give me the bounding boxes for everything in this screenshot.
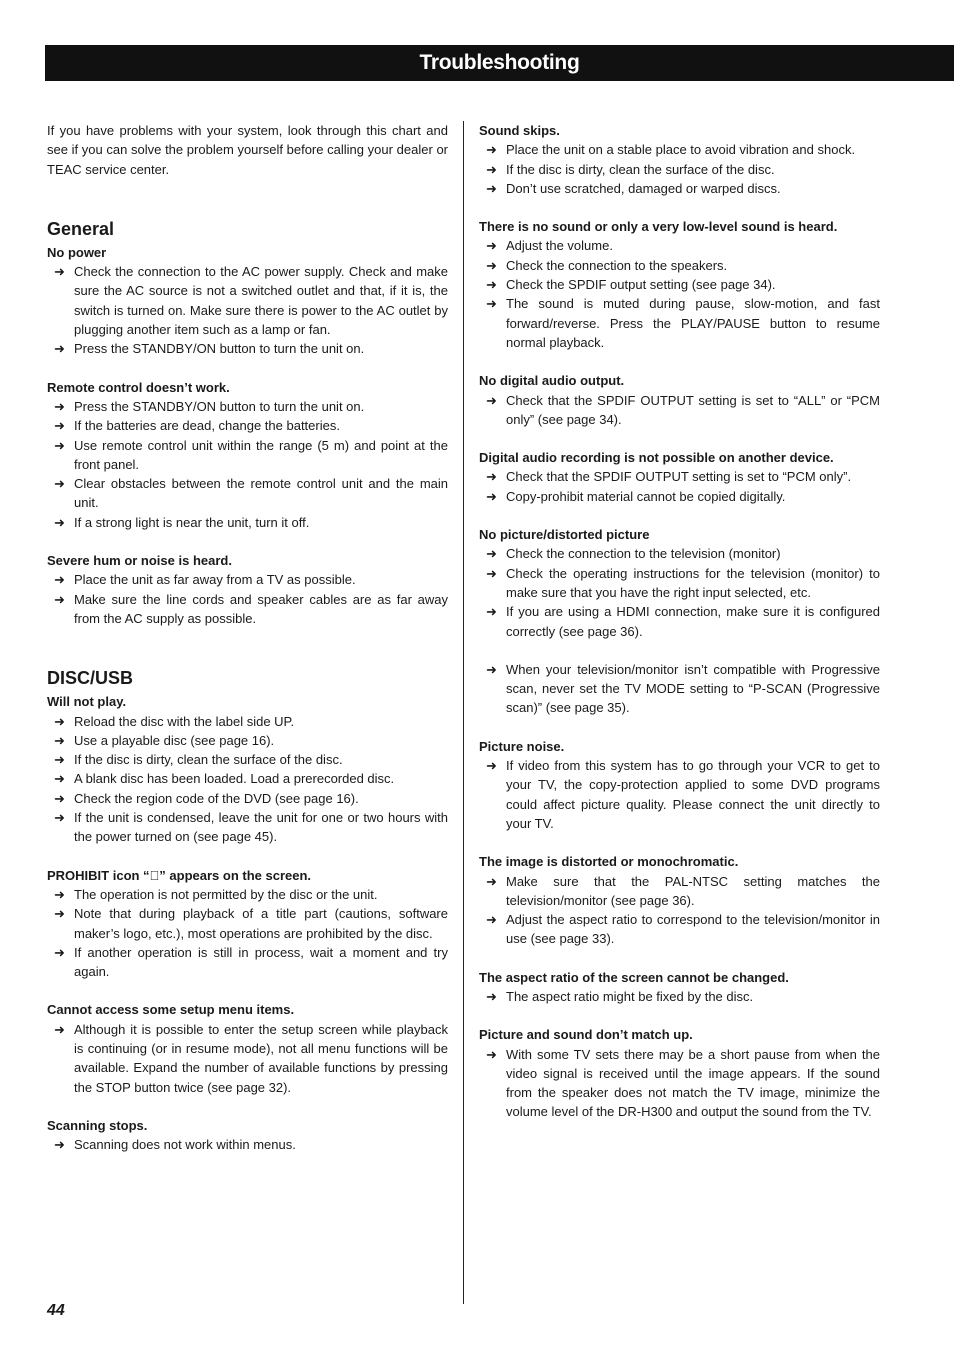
solution-list	[479, 872, 880, 949]
solution-text: If the batteries are dead, change the batteries.	[74, 418, 340, 434]
problem-heading: Digital audio recording is not possible on another device.	[479, 450, 834, 466]
solution-list	[479, 756, 880, 833]
solution-item	[47, 789, 448, 808]
arrow-icon: ➜	[486, 257, 497, 273]
solution-text: If you are using a HDMI connection, make sure it is configured correctly (see page 36).	[506, 604, 880, 639]
left-sections	[47, 217, 448, 1155]
solution-item	[47, 885, 448, 904]
problem-heading: Picture and sound don’t match up.	[479, 1027, 693, 1043]
solution-item	[47, 436, 448, 475]
solution-text: Check the connection to the television (monitor)	[506, 546, 781, 562]
right-column	[479, 121, 880, 1122]
solution-text: Check the region code of the DVD (see page 16).	[74, 790, 359, 806]
solution-text: Check the operating instructions for the television (monitor) to make sure that you have the right input selected, etc.	[506, 565, 880, 600]
solution-item	[479, 391, 880, 430]
arrow-icon: ➜	[486, 565, 497, 581]
solution-item	[479, 910, 880, 949]
problem-heading: Picture noise.	[479, 738, 565, 754]
arrow-icon: ➜	[54, 437, 65, 453]
problem-heading: PROHIBIT icon “⃠” appears on the screen.	[47, 867, 312, 883]
arrow-icon: ➜	[54, 476, 65, 492]
solution-text: Adjust the volume.	[506, 238, 613, 254]
arrow-icon: ➜	[54, 906, 65, 922]
arrow-icon: ➜	[54, 886, 65, 902]
solution-text: Adjust the aspect ratio to correspond to the television/monitor in use (see page 33).	[506, 912, 880, 947]
solution-list	[479, 467, 880, 506]
solution-text: Scanning does not work within menus.	[74, 1137, 296, 1153]
arrow-icon: ➜	[486, 1046, 497, 1062]
problem-heading: Scanning stops.	[47, 1117, 148, 1133]
problem-heading: There is no sound or only a very low-level sound is heard.	[479, 219, 838, 235]
solution-list	[47, 570, 448, 628]
arrow-icon: ➜	[54, 1021, 65, 1037]
arrow-icon: ➜	[486, 873, 497, 889]
solution-text: Check the connection to the speakers.	[506, 257, 728, 273]
page-number: 44	[47, 1302, 65, 1319]
arrow-icon: ➜	[54, 418, 65, 434]
solution-text: Make sure that the PAL-NTSC setting matches the television/monitor (see page 36).	[506, 873, 880, 908]
solution-text: Reload the disc with the label side UP.	[74, 713, 295, 729]
solution-item	[47, 513, 448, 532]
solution-text: Don’t use scratched, damaged or warped discs.	[506, 180, 781, 196]
problem-heading: Will not play.	[47, 694, 127, 710]
solution-list	[479, 544, 880, 717]
solution-list	[47, 712, 448, 847]
arrow-icon: ➜	[486, 912, 497, 928]
solution-item	[479, 160, 880, 179]
solution-text: If video from this system has to go through your VCR to get to your TV, the copy-protection applied to some DVD programs could affect picture quality. Please connect the unit directly to your TV.	[506, 758, 880, 831]
troubleshooting-item	[479, 1025, 880, 1121]
solution-item	[479, 179, 880, 198]
section-title: General	[47, 218, 115, 239]
arrow-icon: ➜	[486, 469, 497, 485]
solution-text: Make sure the line cords and speaker cables are as far away from the AC supply as possible.	[74, 591, 448, 626]
solution-item	[47, 712, 448, 731]
solution-text: Check that the SPDIF OUTPUT setting is set to “PCM only”.	[506, 469, 852, 485]
solution-item	[479, 987, 880, 1006]
solution-list	[47, 262, 448, 358]
solution-item	[47, 397, 448, 416]
solution-text: With some TV sets there may be a short pause from when the video signal is received until the image appears. If the sound from the speaker does not match the TV image, minimize the volume level of the DR-H300 and output the sound from the TV.	[506, 1046, 880, 1120]
arrow-icon: ➜	[54, 810, 65, 826]
arrow-icon: ➜	[486, 296, 497, 312]
solution-list	[47, 1020, 448, 1097]
intro-paragraph: If you have problems with your system, look through this chart and see if you can solve the problem yourself before calling your dealer or TEAC service center.	[47, 123, 448, 177]
problem-heading: Severe hum or noise is heard.	[47, 553, 232, 569]
arrow-icon: ➜	[54, 713, 65, 729]
arrow-icon: ➜	[486, 277, 497, 293]
problem-heading: No power	[47, 244, 107, 260]
solution-item	[479, 1045, 880, 1122]
arrow-icon: ➜	[54, 1137, 65, 1153]
solution-item	[47, 570, 448, 589]
arrow-icon: ➜	[54, 572, 65, 588]
troubleshooting-item	[479, 121, 880, 198]
solution-item	[479, 564, 880, 603]
solution-text: Press the STANDBY/ON button to turn the unit on.	[74, 398, 365, 414]
arrow-icon: ➜	[54, 341, 65, 357]
solution-text: A blank disc has been loaded. Load a prerecorded disc.	[74, 771, 395, 787]
problem-heading: Cannot access some setup menu items.	[47, 1002, 295, 1018]
arrow-icon: ➜	[54, 752, 65, 768]
troubleshooting-item	[47, 1116, 448, 1155]
arrow-icon: ➜	[486, 488, 497, 504]
solution-item	[47, 262, 448, 339]
troubleshooting-item	[479, 968, 880, 1007]
arrow-icon: ➜	[54, 790, 65, 806]
column-divider	[463, 121, 464, 1304]
solution-text: If the disc is dirty, clean the surface of the disc.	[506, 161, 775, 177]
solution-item	[47, 904, 448, 943]
solution-text: Press the STANDBY/ON button to turn the unit on.	[74, 341, 365, 357]
solution-item	[47, 339, 448, 358]
solution-item	[479, 294, 880, 352]
solution-text: Note that during playback of a title part (cautions, software maker’s logo, etc.), most operations are prohibited by the disc.	[74, 906, 448, 941]
solution-list	[479, 391, 880, 430]
arrow-icon: ➜	[486, 392, 497, 408]
title-banner	[45, 45, 954, 81]
solution-text: Check the connection to the AC power supply. Check and make sure the AC source is not a switched outlet and that, if it is, the switch is turned on. Make sure there is power to the AC outlet by plugging another item such as a lamp or fan.	[74, 264, 448, 338]
arrow-icon: ➜	[486, 661, 497, 677]
problem-heading: The image is distorted or monochromatic.	[479, 854, 739, 870]
section-title: DISC/USB	[47, 668, 134, 689]
solution-item	[47, 750, 448, 769]
solution-list	[479, 236, 880, 352]
solution-item	[479, 602, 880, 641]
solution-item	[479, 140, 880, 159]
solution-list	[479, 987, 880, 1006]
problem-heading: No digital audio output.	[479, 373, 625, 389]
solution-text: Check that the SPDIF OUTPUT setting is set to “ALL” or “PCM only” (see page 34).	[506, 392, 880, 427]
solution-item	[479, 872, 880, 911]
solution-text: If the unit is condensed, leave the unit for one or two hours with the power turned on (see page 45).	[74, 810, 448, 845]
solution-item	[479, 236, 880, 255]
solution-text: Check the SPDIF output setting (see page 34).	[506, 277, 776, 293]
arrow-icon: ➜	[54, 944, 65, 960]
troubleshooting-item	[479, 852, 880, 948]
troubleshooting-item	[47, 378, 448, 532]
solution-item	[479, 544, 880, 563]
troubleshooting-item	[479, 737, 880, 833]
arrow-icon: ➜	[54, 398, 65, 414]
solution-text: Place the unit on a stable place to avoid vibration and shock.	[506, 142, 856, 158]
solution-text: When your television/monitor isn’t compatible with Progressive scan, never set the TV MODE setting to “P-SCAN (Progressive scan)” (see page 35).	[506, 661, 880, 716]
solution-text: Although it is possible to enter the setup screen while playback is continuing (or in resume mode), not all menu functions will be available. Expand the number of available functions by pressing the STOP button twice (see page 32).	[74, 1021, 448, 1095]
solution-item	[47, 1135, 448, 1154]
solution-text: Use a playable disc (see page 16).	[74, 732, 275, 748]
problem-heading: No picture/distorted picture	[479, 527, 650, 543]
arrow-icon: ➜	[486, 238, 497, 254]
arrow-icon: ➜	[486, 142, 497, 158]
left-column	[47, 121, 448, 1154]
solution-item	[47, 943, 448, 982]
arrow-icon: ➜	[486, 604, 497, 620]
problem-heading: Remote control doesn’t work.	[47, 379, 230, 395]
spacer	[479, 641, 880, 660]
arrow-icon: ➜	[486, 161, 497, 177]
solution-list	[47, 397, 448, 532]
solution-item	[47, 590, 448, 629]
solution-text: The operation is not permitted by the disc or the unit.	[74, 886, 378, 902]
solution-item	[479, 256, 880, 275]
solution-text: If another operation is still in process, wait a moment and try again.	[74, 944, 448, 980]
solution-list	[47, 1135, 448, 1154]
troubleshooting-item	[479, 217, 880, 352]
solution-text: Place the unit as far away from a TV as possible.	[74, 572, 356, 588]
arrow-icon: ➜	[54, 264, 65, 280]
solution-item	[479, 467, 880, 486]
troubleshooting-item	[479, 448, 880, 506]
solution-item	[47, 808, 448, 847]
troubleshooting-item	[479, 525, 880, 718]
arrow-icon: ➜	[486, 758, 497, 774]
solution-item	[47, 769, 448, 788]
solution-list	[479, 1045, 880, 1122]
troubleshooting-item	[47, 1000, 448, 1096]
troubleshooting-item	[479, 371, 880, 429]
arrow-icon: ➜	[486, 988, 497, 1004]
solution-text: Copy-prohibit material cannot be copied digitally.	[506, 488, 786, 504]
solution-item	[479, 660, 880, 718]
problem-heading: The aspect ratio of the screen cannot be changed.	[479, 969, 789, 985]
solution-text: If the disc is dirty, clean the surface of the disc.	[74, 752, 343, 768]
solution-text: Clear obstacles between the remote control unit and the main unit.	[74, 476, 448, 511]
problem-heading: Sound skips.	[479, 123, 560, 138]
solution-text: The aspect ratio might be fixed by the disc.	[506, 988, 754, 1004]
troubleshooting-item	[47, 243, 448, 359]
solution-item	[479, 487, 880, 506]
solution-text: Use remote control unit within the range (5 m) and point at the front panel.	[74, 437, 448, 472]
arrow-icon: ➜	[54, 591, 65, 607]
solution-item	[479, 275, 880, 294]
arrow-icon: ➜	[54, 771, 65, 787]
solution-list	[479, 140, 880, 198]
solution-text: The sound is muted during pause, slow-motion, and fast forward/reverse. Press the PLAY/PAUSE button to resume normal playback.	[506, 296, 880, 350]
arrow-icon: ➜	[54, 514, 65, 530]
solution-item	[47, 731, 448, 750]
troubleshooting-item	[47, 551, 448, 628]
solution-item	[47, 1020, 448, 1097]
solution-item	[47, 416, 448, 435]
solution-item	[479, 756, 880, 833]
solution-item	[47, 474, 448, 513]
arrow-icon: ➜	[486, 546, 497, 562]
troubleshooting-item	[47, 692, 448, 846]
page-title: Troubleshooting	[419, 51, 580, 74]
solution-list	[47, 885, 448, 981]
troubleshooting-item	[47, 866, 448, 982]
solution-text: If a strong light is near the unit, turn it off.	[74, 514, 310, 530]
arrow-icon: ➜	[54, 732, 65, 748]
arrow-icon: ➜	[486, 180, 497, 196]
